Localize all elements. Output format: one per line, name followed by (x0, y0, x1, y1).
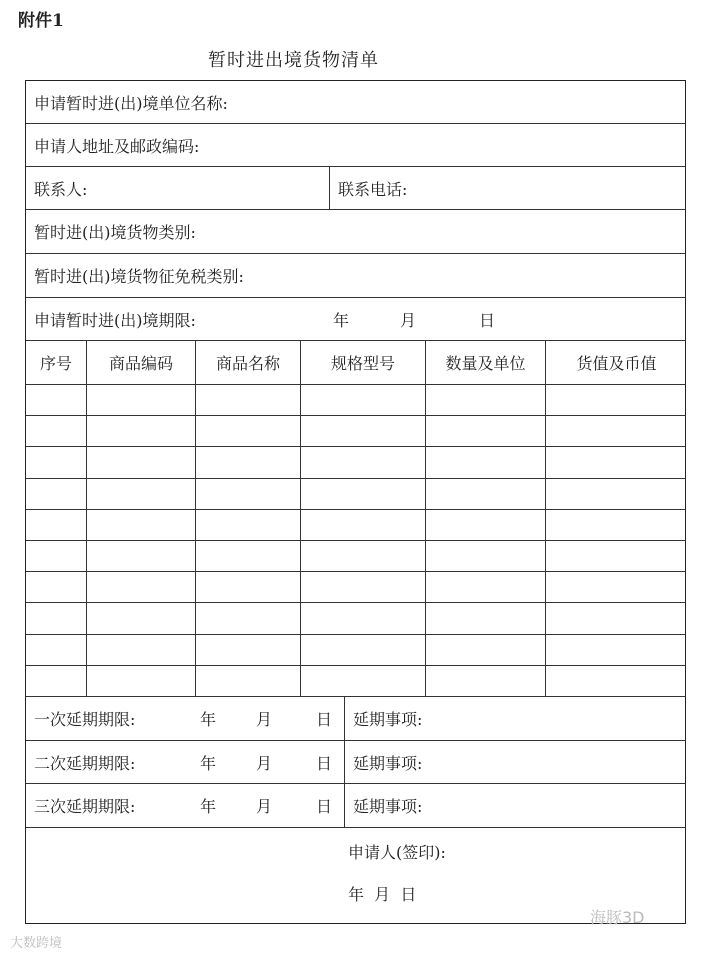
table-cell[interactable] (545, 572, 687, 602)
table-cell[interactable] (545, 666, 687, 696)
extension-day: 日 (316, 709, 333, 729)
table-cell[interactable] (300, 572, 425, 602)
table-row (26, 666, 685, 697)
table-cell[interactable] (300, 635, 425, 665)
table-cell[interactable] (86, 385, 195, 415)
table-row (26, 635, 685, 666)
table-cell[interactable] (195, 416, 300, 446)
table-cell[interactable] (545, 447, 687, 477)
category-label: 暂时进(出)境货物类别: (34, 223, 196, 242)
table-cell[interactable] (195, 479, 300, 509)
table-cell[interactable] (26, 479, 86, 509)
table-row (26, 541, 685, 572)
table-cell[interactable] (300, 479, 425, 509)
extension-row (26, 741, 685, 785)
extension-month: 月 (256, 709, 273, 729)
table-cell[interactable] (26, 416, 86, 446)
table-cell[interactable] (300, 416, 425, 446)
extension-matter: 延期事项: (344, 784, 685, 827)
phone-label: 联系电话: (329, 167, 685, 209)
table-cell[interactable] (545, 603, 687, 633)
column-header: 数量及单位 (425, 341, 545, 384)
extension-month: 月 (256, 797, 273, 817)
table-row (26, 385, 685, 416)
table-cell[interactable] (300, 385, 425, 415)
column-header: 规格型号 (300, 341, 425, 384)
period-label: 申请暂时进(出)境期限: (34, 310, 196, 330)
table-cell[interactable] (26, 385, 86, 415)
extension-year: 年 (200, 753, 217, 773)
table-cell[interactable] (425, 385, 545, 415)
table-cell[interactable] (195, 541, 300, 571)
goods-list-form (25, 80, 686, 924)
table-cell[interactable] (300, 510, 425, 540)
signature-label: 申请人(签印): (348, 842, 446, 862)
table-cell[interactable] (26, 572, 86, 602)
table-cell[interactable] (545, 385, 687, 415)
extension-label: 三次延期期限: (34, 797, 136, 817)
address-label: 申请人地址及邮政编码: (34, 136, 200, 156)
table-cell[interactable] (26, 603, 86, 633)
extension-year: 年 (200, 797, 217, 817)
extension-row (26, 784, 685, 828)
table-cell[interactable] (425, 541, 545, 571)
table-cell[interactable] (26, 541, 86, 571)
tax-category-row (26, 254, 685, 298)
watermark-left: 大数跨境 (10, 936, 63, 951)
table-cell[interactable] (86, 572, 195, 602)
table-cell[interactable] (26, 510, 86, 540)
table-cell[interactable] (545, 635, 687, 665)
extension-year: 年 (200, 709, 217, 729)
table-cell[interactable] (300, 447, 425, 477)
signature-row (26, 828, 685, 925)
table-cell[interactable] (195, 635, 300, 665)
period-row (26, 298, 685, 341)
table-cell[interactable] (425, 572, 545, 602)
table-cell[interactable] (425, 603, 545, 633)
column-header: 货值及币值 (545, 341, 687, 384)
table-cell[interactable] (545, 541, 687, 571)
period-month: 月 (400, 310, 417, 330)
table-cell[interactable] (86, 635, 195, 665)
signature-date: 年 月 日 (348, 884, 417, 904)
extension-day: 日 (316, 753, 333, 773)
watermark-right: 海豚3D (590, 908, 645, 927)
period-day: 日 (479, 310, 496, 330)
tax-category-label: 暂时进(出)境货物征免税类别: (34, 267, 244, 286)
table-row (26, 510, 685, 541)
table-cell[interactable] (86, 541, 195, 571)
extension-label: 一次延期期限: (34, 709, 136, 729)
table-cell[interactable] (300, 666, 425, 696)
category-row (26, 210, 685, 254)
table-cell[interactable] (26, 447, 86, 477)
table-cell[interactable] (86, 510, 195, 540)
table-cell[interactable] (425, 447, 545, 477)
extension-matter: 延期事项: (344, 697, 685, 740)
table-cell[interactable] (545, 479, 687, 509)
table-cell[interactable] (26, 666, 86, 696)
table-cell[interactable] (425, 416, 545, 446)
table-cell[interactable] (86, 447, 195, 477)
contact-row (26, 167, 685, 210)
unit-name-label: 申请暂时进(出)境单位名称: (34, 93, 228, 113)
table-cell[interactable] (545, 510, 687, 540)
attachment-label: 附件1 (18, 11, 64, 31)
table-cell[interactable] (425, 666, 545, 696)
table-cell[interactable] (195, 385, 300, 415)
table-cell[interactable] (195, 572, 300, 602)
table-row (26, 416, 685, 447)
table-row (26, 447, 685, 478)
table-row (26, 479, 685, 510)
period-year: 年 (333, 310, 350, 330)
table-cell[interactable] (300, 541, 425, 571)
table-cell[interactable] (86, 479, 195, 509)
table-cell[interactable] (26, 635, 86, 665)
table-cell[interactable] (86, 416, 195, 446)
extension-label: 二次延期期限: (34, 753, 136, 773)
table-row (26, 572, 685, 603)
table-cell[interactable] (195, 510, 300, 540)
column-header: 序号 (39, 354, 72, 373)
extension-month: 月 (256, 753, 273, 773)
table-cell[interactable] (545, 416, 687, 446)
table-cell[interactable] (425, 635, 545, 665)
extension-row (26, 697, 685, 741)
contact-label: 联系人: (34, 179, 88, 199)
table-cell[interactable] (86, 603, 195, 633)
document-title: 暂时进出境货物清单 (208, 50, 379, 71)
table-cell[interactable] (195, 603, 300, 633)
table-cell[interactable] (86, 666, 195, 696)
column-header: 商品名称 (195, 341, 300, 384)
table-cell[interactable] (195, 447, 300, 477)
address-row (26, 124, 685, 167)
items-header-row (26, 341, 685, 385)
column-header: 商品编码 (86, 341, 195, 384)
table-cell[interactable] (195, 666, 300, 696)
table-cell[interactable] (300, 603, 425, 633)
table-row (26, 603, 685, 634)
unit-name-row (26, 81, 685, 124)
table-cell[interactable] (425, 479, 545, 509)
extension-day: 日 (316, 797, 333, 817)
table-cell[interactable] (425, 510, 545, 540)
extension-matter: 延期事项: (344, 741, 685, 784)
